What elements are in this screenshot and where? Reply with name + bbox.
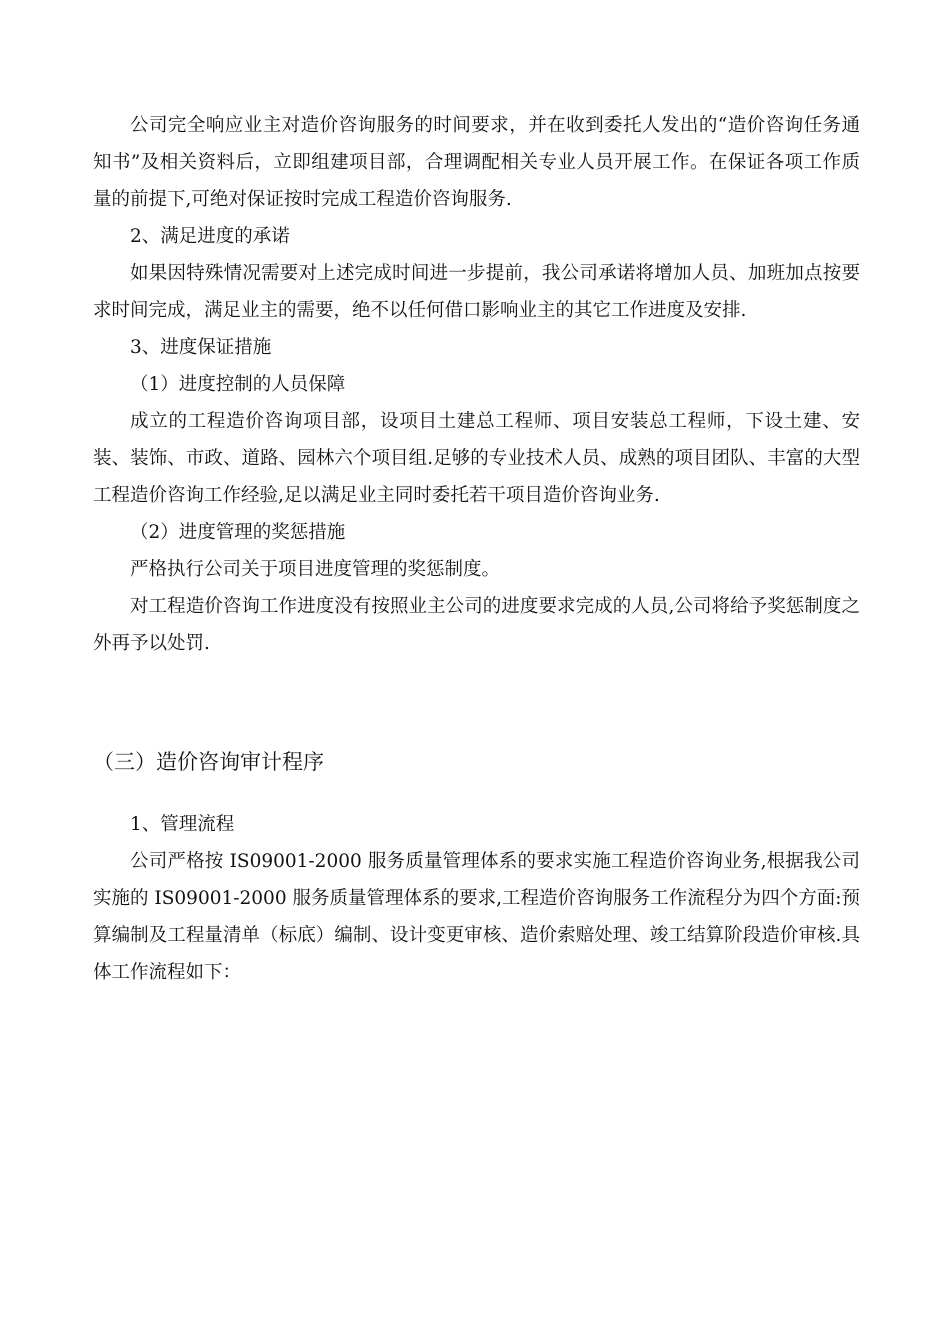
subheading-rewards-penalties: （2）进度管理的奖惩措施 (130, 522, 346, 543)
section-heading-audit-procedure: （三）造价咨询审计程序 (93, 750, 324, 774)
paragraph-project-team: 成立的工程造价咨询项目部，设项目土建总工程师、项目安装总工程师，下设土建、安装、装饰、市政、道路、园林六个项目组.足够的专业技术人员、成熟的项目团队、丰富的大型工程造价咨询工作经验,足以满足业主同时委托若干项目造价咨询业务. (93, 411, 860, 506)
paragraph-reward-system: 严格执行公司关于项目进度管理的奖惩制度。 (130, 559, 501, 580)
paragraph-iso-process: 公司严格按 IS09001-2000 服务质量管理体系的要求实施工程造价咨询业务,根据我公司实施的 IS09001-2000 服务质量管理体系的要求,工程造价咨询服务工作流程分为四个方面:预算编制及工程量清单（标底）编制、设计变更审核、造价索赔处理、竣工结算阶段造价审核.具体工作流程如下： (93, 851, 860, 983)
heading-management-process: 1、管理流程 (130, 814, 235, 835)
paragraph-advance-commitment: 如果因特殊情况需要对上述完成时间进一步提前，我公司承诺将增加人员、加班加点按要求时间完成，满足业主的需要，绝不以任何借口影响业主的其它工作进度及安排. (93, 263, 860, 321)
heading-progress-measures: 3、进度保证措施 (130, 337, 272, 358)
paragraph-penalties: 对工程造价咨询工作进度没有按照业主公司的进度要求完成的人员,公司将给予奖惩制度之外再予以处罚. (93, 596, 860, 654)
subheading-staffing: （1）进度控制的人员保障 (130, 374, 346, 395)
heading-progress-commitment: 2、满足进度的承诺 (130, 226, 290, 247)
paragraph-response-commitment: 公司完全响应业主对造价咨询服务的时间要求，并在收到委托人发出的“造价咨询任务通知书”及相关资料后，立即组建项目部，合理调配相关专业人员开展工作。在保证各项工作质量的前提下,可绝对保证按时完成工程造价咨询服务. (93, 115, 860, 210)
